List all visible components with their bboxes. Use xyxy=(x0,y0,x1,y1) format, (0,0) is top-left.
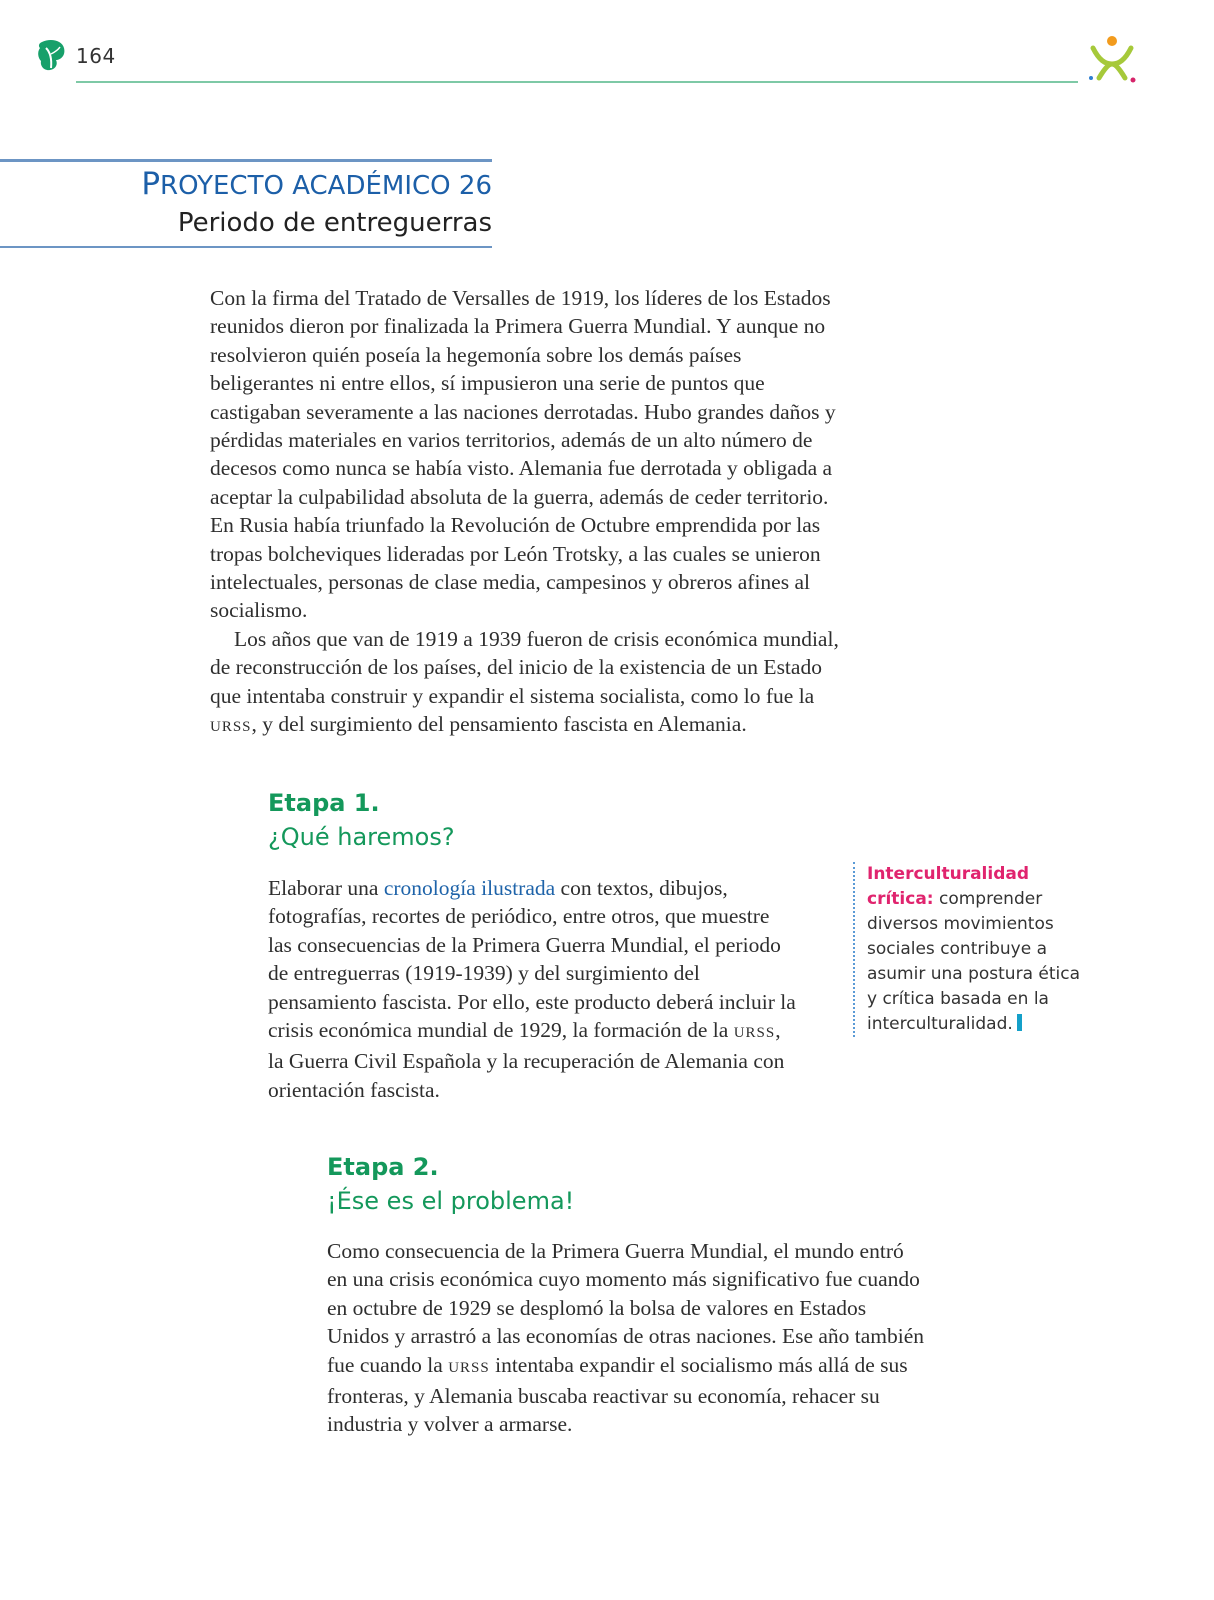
stage-2-body: Como consecuencia de la Primera Guerra Mundial, el mundo entró en una crisis económica cuyo momento más significativo fue cuando en octubre de 1929 se desplomó la bolsa de valores en Estados Unidos y arrastró a las economías de otras naciones. Ese año también fue cuando la URSS intentaba expandir el socialismo más allá de sus fronteras, y Alemania buscaba reactivar su economía, rehacer su industria y volver a armarse. xyxy=(327,1239,925,1437)
highlighted-term: cronología ilustrada xyxy=(383,876,556,900)
stage-2-heading xyxy=(327,1150,574,1218)
project-subtitle: Periodo de entreguerras xyxy=(177,208,492,238)
stage-2-title: Etapa 2. xyxy=(327,1153,439,1181)
stage-1-title: Etapa 1. xyxy=(268,789,380,817)
intro-paragraph-1: Con la firma del Tratado de Versalles de 1919, los líderes de los Estados reunidos dieron por finalizada la Primera Guerra Mundial. Y aunque no resolvieron quién poseía la hegemonía sobre los demás países beligerantes ni entre ellos, sí impusieron una serie de puntos que castigaban severamente a las naciones derrotadas. Hubo grandes daños y pérdidas materiales en varios territorios, además de un alto número de decesos como nunca se había visto. Alemania fue derrotada y obligada a aceptar la culpabilidad absoluta de la guerra, además de ceder territorio. En Rusia había triunfado la Revolución de Octubre emprendida por las tropas bolcheviques lideradas por León Trotsky, a las cuales se unieron intelectuales, personas de clase media, campesinos y obreros afines al socialismo. xyxy=(210,286,836,623)
intro-text xyxy=(210,284,850,742)
intro-paragraph-2: Los años que van de 1919 a 1939 fueron de crisis económica mundial, de reconstrucción de los países, del inicio de la existencia de un Estado que intentaba construir y expandir el sistema socialista, como lo fue la URSS, y del surgimiento del pensamiento fascista en Alemania. xyxy=(210,626,839,737)
project-title-box xyxy=(0,159,492,248)
sidenote-text: comprender diversos movimientos sociales contribuye a asumir una postura ética y crítica basada en la interculturalidad. xyxy=(867,889,1081,1034)
figure-logo-icon xyxy=(1085,34,1139,86)
stage-2-subtitle: ¡Ése es el problema! xyxy=(327,1187,575,1215)
stage-1-subtitle: ¿Qué haremos? xyxy=(268,823,455,851)
stage-1-body: Elaborar una cronología ilustrada con textos, dibujos, fotografías, recortes de periódico, entre otros, que muestre las consecuencias de la Primera Guerra Mundial, el periodo de entreguerras (1919-1939) y del surgimiento del pensamiento fascista. Por ello, este producto deberá incluir la crisis económica mundial de 1929, la formación de la URSS, la Guerra Civil Española y la recuperación de Alemania con orientación fascista. xyxy=(268,876,796,1102)
sidenote-term: Interculturalidad crítica: xyxy=(867,864,1030,909)
end-mark xyxy=(1017,1014,1022,1031)
stage-1-heading xyxy=(268,786,455,854)
project-title: PROYECTO ACADÉMICO 26 xyxy=(141,166,492,202)
page-number: 164 xyxy=(76,44,116,68)
leaf-icon xyxy=(36,38,68,72)
header-rule xyxy=(76,81,1078,83)
sidenote-interculturalidad xyxy=(853,862,1082,1037)
